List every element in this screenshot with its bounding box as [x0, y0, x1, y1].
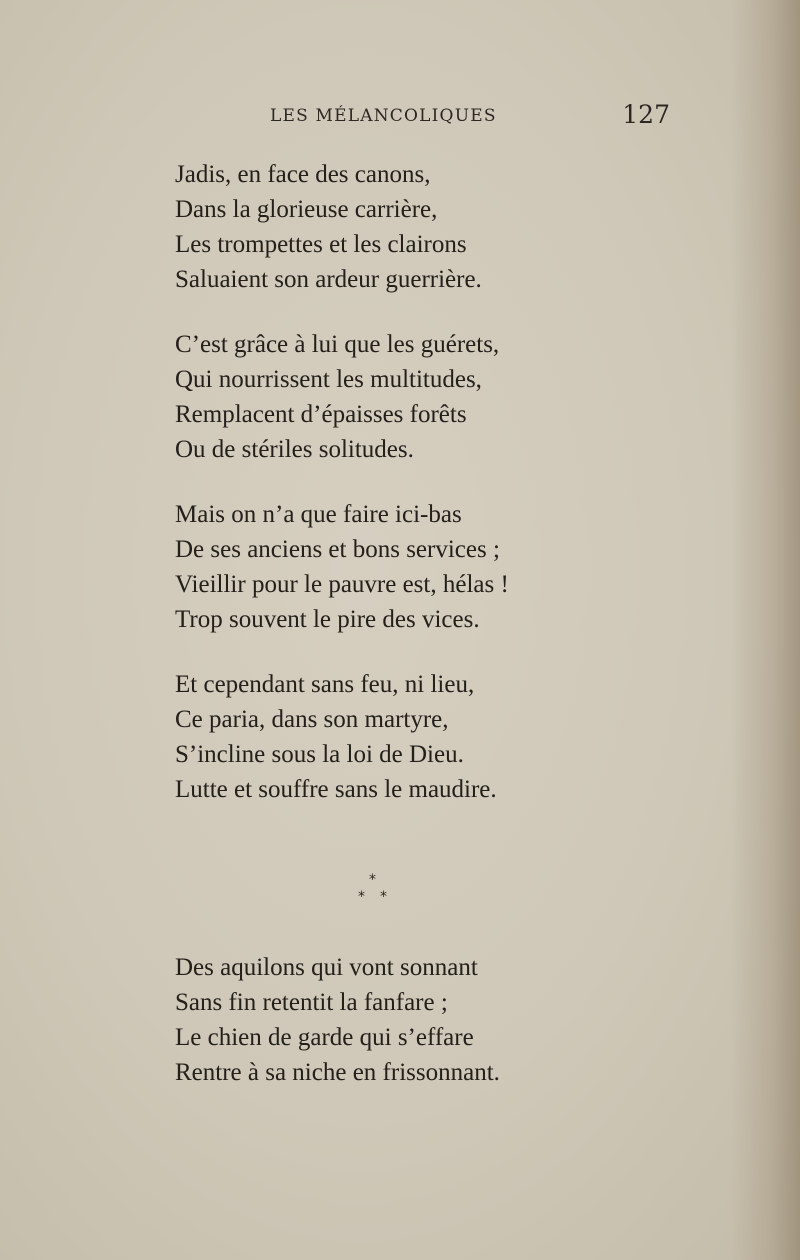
verse-line: Qui nourrissent les multitudes,: [175, 366, 482, 393]
stanza-3: [175, 497, 595, 637]
verse-line: C’est grâce à lui que les guérets,: [175, 331, 500, 358]
verse-line: Vieillir pour le pauvre est, hélas !: [175, 571, 509, 598]
verse-line: Saluaient son ardeur guerrière.: [175, 266, 482, 293]
verse-line: De ses anciens et bons services ;: [175, 536, 500, 563]
asterisk-icon: *: [380, 889, 387, 905]
verse-line: Des aquilons qui vont sonnant: [175, 954, 478, 981]
poem-section-2: [175, 950, 595, 1120]
verse-line: Jadis, en face des canons,: [175, 161, 431, 188]
verse-line: Ce paria, dans son martyre,: [175, 706, 449, 733]
stanza-2: [175, 327, 595, 467]
verse-line: Et cependant sans feu, ni lieu,: [175, 671, 475, 698]
verse-line: Trop souvent le pire des vices.: [175, 606, 480, 633]
verse-line: Mais on n’a que faire ici-bas: [175, 501, 462, 528]
verse-line: Remplacent d’épaisses forêts: [175, 401, 467, 428]
verse-line: Sans fin retentit la fanfare ;: [175, 989, 448, 1016]
stanza-1: [175, 157, 595, 297]
running-title: LES MÉLANCOLIQUES: [270, 106, 497, 126]
running-head: [175, 100, 670, 136]
verse-line: Rentre à sa niche en frissonnant.: [175, 1059, 500, 1086]
verse-line: Ou de stériles solitudes.: [175, 436, 414, 463]
verse-line: Dans la glorieuse carrière,: [175, 196, 438, 223]
verse-line: Lutte et souffre sans le maudire.: [175, 776, 497, 803]
poem-section-1: [175, 157, 595, 837]
verse-line: Les trompettes et les clairons: [175, 231, 467, 258]
verse-line: S’incline sous la loi de Dieu.: [175, 741, 464, 768]
asterisk-icon: *: [369, 872, 376, 888]
page-number: 127: [622, 100, 670, 129]
verse-line: Le chien de garde qui s’effare: [175, 1024, 474, 1051]
page-edge-shadow: [730, 0, 800, 1260]
asterisk-icon: *: [358, 889, 365, 905]
stanza-4: [175, 667, 595, 807]
stanza-5: [175, 950, 595, 1090]
asterism-separator: [352, 873, 402, 913]
